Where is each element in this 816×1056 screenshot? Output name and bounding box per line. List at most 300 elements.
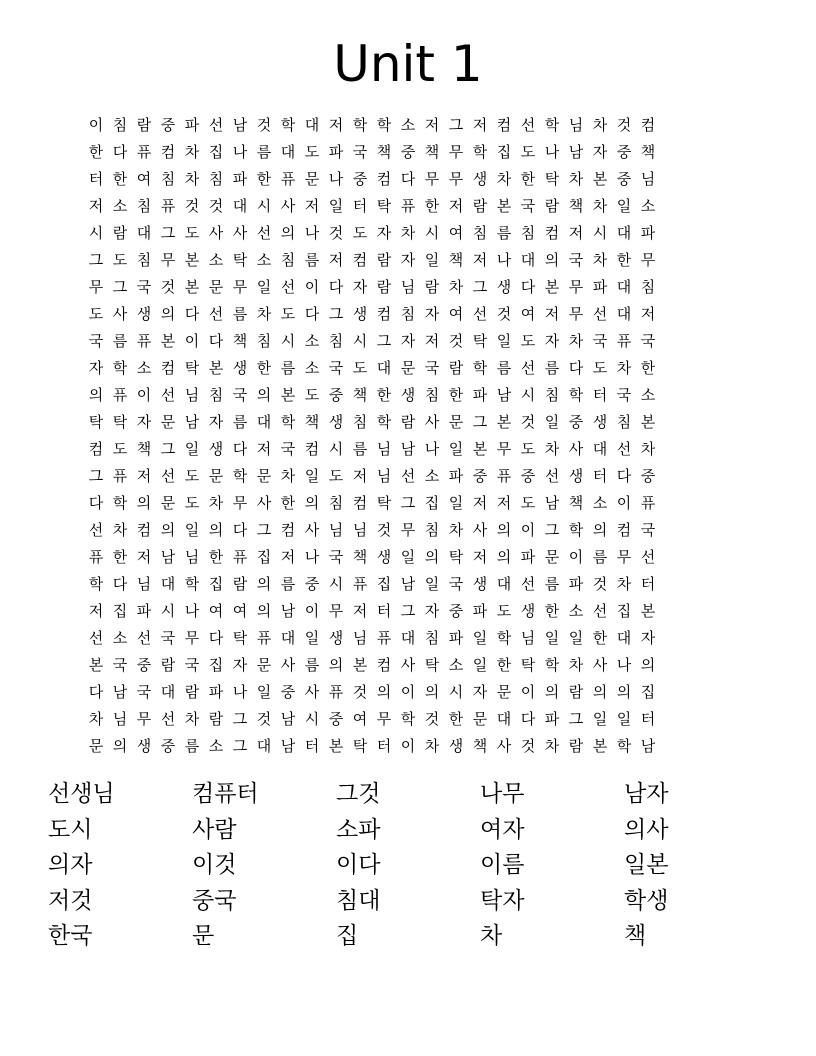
grid-letter: 차 — [568, 656, 584, 674]
grid-letter: 대 — [160, 683, 176, 701]
grid-letter: 파 — [640, 224, 656, 242]
grid-letter: 사 — [256, 494, 272, 512]
grid-letter: 한 — [520, 170, 536, 188]
grid-letter: 차 — [616, 359, 632, 377]
grid-letter: 다 — [616, 467, 632, 485]
grid-letter: 시 — [328, 440, 344, 458]
grid-row — [84, 544, 732, 571]
grid-letter: 님 — [352, 629, 368, 647]
grid-letter: 한 — [88, 143, 104, 161]
word-list-item: 이름 — [480, 852, 525, 878]
grid-letter: 탁 — [232, 251, 248, 269]
grid-letter: 소 — [208, 251, 224, 269]
grid-letter: 저 — [352, 467, 368, 485]
grid-letter: 책 — [568, 197, 584, 215]
grid-letter: 저 — [304, 197, 320, 215]
grid-row — [84, 733, 732, 760]
grid-letter: 생 — [448, 737, 464, 755]
grid-letter: 차 — [256, 305, 272, 323]
grid-letter: 이 — [616, 494, 632, 512]
grid-letter: 한 — [256, 359, 272, 377]
grid-letter: 사 — [304, 683, 320, 701]
grid-letter: 도 — [304, 143, 320, 161]
grid-letter: 저 — [352, 602, 368, 620]
grid-row — [84, 490, 732, 517]
grid-letter: 의 — [616, 683, 632, 701]
grid-letter: 의 — [256, 602, 272, 620]
grid-letter: 름 — [232, 413, 248, 431]
grid-letter: 선 — [136, 629, 152, 647]
grid-letter: 한 — [544, 602, 560, 620]
grid-letter: 퓨 — [400, 197, 416, 215]
grid-letter: 다 — [304, 305, 320, 323]
grid-letter: 저 — [136, 548, 152, 566]
grid-letter: 름 — [280, 359, 296, 377]
grid-letter: 다 — [568, 359, 584, 377]
grid-letter: 대 — [136, 224, 152, 242]
grid-letter: 국 — [328, 359, 344, 377]
grid-letter: 본 — [496, 197, 512, 215]
grid-letter: 것 — [184, 197, 200, 215]
grid-letter: 퓨 — [136, 332, 152, 350]
grid-letter: 이 — [184, 332, 200, 350]
grid-letter: 남 — [232, 116, 248, 134]
grid-letter: 문 — [208, 467, 224, 485]
grid-letter: 다 — [184, 305, 200, 323]
grid-letter: 의 — [592, 683, 608, 701]
grid-letter: 선 — [520, 575, 536, 593]
grid-letter: 컴 — [160, 143, 176, 161]
grid-letter: 남 — [184, 413, 200, 431]
grid-letter: 국 — [568, 251, 584, 269]
grid-letter: 도 — [592, 359, 608, 377]
grid-letter: 한 — [112, 170, 128, 188]
grid-letter: 시 — [304, 710, 320, 728]
grid-letter: 학 — [472, 359, 488, 377]
grid-letter: 소 — [256, 251, 272, 269]
grid-letter: 차 — [400, 224, 416, 242]
word-list-item: 책 — [624, 923, 647, 949]
grid-letter: 남 — [640, 737, 656, 755]
grid-letter: 침 — [520, 224, 536, 242]
grid-letter: 선 — [472, 305, 488, 323]
grid-letter: 중 — [160, 116, 176, 134]
grid-letter: 다 — [520, 278, 536, 296]
grid-letter: 것 — [376, 521, 392, 539]
grid-letter: 자 — [400, 332, 416, 350]
grid-letter: 도 — [112, 440, 128, 458]
word-list-item: 사람 — [192, 816, 237, 843]
grid-letter: 터 — [640, 710, 656, 728]
grid-letter: 의 — [256, 386, 272, 404]
grid-letter: 의 — [304, 494, 320, 512]
grid-letter: 소 — [640, 386, 656, 404]
grid-letter: 무 — [160, 251, 176, 269]
grid-letter: 국 — [352, 143, 368, 161]
grid-letter: 퓨 — [352, 575, 368, 593]
grid-letter: 대 — [160, 575, 176, 593]
grid-row — [84, 301, 732, 328]
grid-letter: 다 — [208, 629, 224, 647]
grid-letter: 님 — [328, 521, 344, 539]
grid-letter: 일 — [256, 683, 272, 701]
grid-letter: 남 — [496, 386, 512, 404]
grid-letter: 의 — [640, 656, 656, 674]
grid-letter: 그 — [472, 413, 488, 431]
grid-letter: 학 — [568, 386, 584, 404]
grid-letter: 이 — [520, 521, 536, 539]
grid-letter: 그 — [160, 224, 176, 242]
grid-letter: 생 — [592, 413, 608, 431]
word-list-item: 도시 — [48, 816, 93, 843]
grid-letter: 무 — [424, 170, 440, 188]
grid-letter: 도 — [184, 494, 200, 512]
grid-letter: 의 — [88, 386, 104, 404]
grid-letter: 한 — [112, 548, 128, 566]
grid-letter: 무 — [448, 143, 464, 161]
grid-letter: 파 — [232, 170, 248, 188]
grid-letter: 침 — [112, 116, 128, 134]
grid-letter: 침 — [208, 170, 224, 188]
grid-letter: 저 — [448, 197, 464, 215]
grid-letter: 중 — [136, 656, 152, 674]
grid-row — [84, 436, 732, 463]
grid-letter: 퓨 — [232, 548, 248, 566]
grid-letter: 여 — [520, 305, 536, 323]
grid-letter: 님 — [640, 170, 656, 188]
grid-letter: 름 — [544, 359, 560, 377]
grid-letter: 것 — [520, 413, 536, 431]
grid-letter: 학 — [544, 656, 560, 674]
grid-letter: 생 — [568, 467, 584, 485]
grid-letter: 그 — [400, 602, 416, 620]
grid-letter: 저 — [256, 440, 272, 458]
grid-letter: 소 — [568, 602, 584, 620]
grid-letter: 저 — [496, 494, 512, 512]
grid-letter: 중 — [400, 143, 416, 161]
grid-row — [84, 328, 732, 355]
grid-letter: 본 — [88, 656, 104, 674]
grid-letter: 선 — [88, 629, 104, 647]
grid-letter: 사 — [304, 521, 320, 539]
grid-letter: 생 — [208, 440, 224, 458]
grid-letter: 침 — [424, 386, 440, 404]
grid-letter: 저 — [544, 305, 560, 323]
grid-letter: 대 — [616, 305, 632, 323]
grid-letter: 선 — [160, 386, 176, 404]
grid-letter: 남 — [280, 602, 296, 620]
grid-letter: 소 — [424, 467, 440, 485]
grid-letter: 선 — [616, 440, 632, 458]
grid-letter: 파 — [592, 278, 608, 296]
grid-letter: 탁 — [184, 359, 200, 377]
word-list-item: 집 — [336, 923, 359, 949]
grid-letter: 침 — [424, 521, 440, 539]
grid-letter: 대 — [256, 413, 272, 431]
grid-letter: 소 — [592, 494, 608, 512]
grid-row — [84, 571, 732, 598]
grid-letter: 파 — [472, 602, 488, 620]
grid-letter: 집 — [208, 143, 224, 161]
grid-letter: 컴 — [616, 521, 632, 539]
grid-row — [84, 247, 732, 274]
grid-letter: 의 — [160, 521, 176, 539]
grid-letter: 차 — [184, 170, 200, 188]
grid-letter: 일 — [184, 440, 200, 458]
grid-letter: 퓨 — [256, 629, 272, 647]
grid-letter: 저 — [568, 224, 584, 242]
grid-letter: 국 — [328, 548, 344, 566]
grid-letter: 선 — [520, 116, 536, 134]
grid-letter: 일 — [256, 278, 272, 296]
grid-letter: 이 — [520, 683, 536, 701]
grid-letter: 본 — [280, 386, 296, 404]
grid-letter: 저 — [328, 116, 344, 134]
grid-letter: 시 — [256, 197, 272, 215]
grid-letter: 집 — [640, 683, 656, 701]
grid-letter: 차 — [640, 440, 656, 458]
grid-letter: 차 — [544, 737, 560, 755]
grid-letter: 차 — [592, 197, 608, 215]
grid-letter: 학 — [616, 737, 632, 755]
grid-letter: 름 — [304, 656, 320, 674]
grid-letter: 탁 — [112, 413, 128, 431]
grid-letter: 름 — [352, 440, 368, 458]
grid-letter: 소 — [136, 359, 152, 377]
grid-letter: 대 — [400, 629, 416, 647]
grid-letter: 한 — [424, 197, 440, 215]
grid-letter: 국 — [520, 197, 536, 215]
grid-letter: 집 — [616, 602, 632, 620]
grid-letter: 국 — [280, 440, 296, 458]
grid-letter: 무 — [136, 710, 152, 728]
grid-letter: 다 — [400, 170, 416, 188]
grid-letter: 이 — [304, 278, 320, 296]
grid-letter: 컴 — [352, 251, 368, 269]
grid-letter: 퓨 — [616, 332, 632, 350]
grid-letter: 람 — [448, 359, 464, 377]
grid-letter: 름 — [304, 251, 320, 269]
grid-letter: 다 — [112, 143, 128, 161]
grid-letter: 차 — [616, 575, 632, 593]
grid-letter: 탁 — [376, 197, 392, 215]
grid-letter: 국 — [160, 629, 176, 647]
grid-letter: 컴 — [160, 359, 176, 377]
grid-letter: 저 — [472, 548, 488, 566]
grid-letter: 무 — [496, 440, 512, 458]
grid-letter: 학 — [88, 575, 104, 593]
grid-letter: 대 — [616, 629, 632, 647]
grid-letter: 람 — [232, 575, 248, 593]
grid-letter: 중 — [160, 737, 176, 755]
grid-letter: 국 — [616, 386, 632, 404]
word-list-item: 문 — [192, 923, 215, 949]
word-list — [48, 777, 768, 955]
word-list-item: 학생 — [624, 887, 669, 914]
grid-letter: 저 — [136, 467, 152, 485]
grid-letter: 일 — [448, 494, 464, 512]
grid-letter: 컴 — [376, 170, 392, 188]
grid-letter: 사 — [280, 197, 296, 215]
grid-letter: 것 — [520, 737, 536, 755]
grid-letter: 퓨 — [376, 629, 392, 647]
grid-letter: 침 — [400, 305, 416, 323]
grid-letter: 생 — [328, 629, 344, 647]
grid-letter: 의 — [496, 521, 512, 539]
grid-letter: 여 — [232, 602, 248, 620]
grid-letter: 나 — [496, 251, 512, 269]
grid-letter: 사 — [280, 656, 296, 674]
grid-letter: 침 — [136, 197, 152, 215]
grid-letter: 님 — [136, 575, 152, 593]
grid-letter: 본 — [496, 413, 512, 431]
grid-letter: 학 — [184, 575, 200, 593]
grid-letter: 탁 — [544, 170, 560, 188]
grid-letter: 생 — [136, 737, 152, 755]
grid-letter: 본 — [592, 170, 608, 188]
grid-letter: 침 — [616, 413, 632, 431]
word-list-item: 그것 — [336, 781, 381, 807]
grid-letter: 차 — [208, 494, 224, 512]
grid-letter: 저 — [328, 251, 344, 269]
grid-letter: 집 — [208, 656, 224, 674]
grid-letter: 저 — [640, 305, 656, 323]
grid-letter: 문 — [304, 170, 320, 188]
grid-letter: 차 — [448, 521, 464, 539]
grid-letter: 학 — [568, 521, 584, 539]
grid-letter: 님 — [184, 548, 200, 566]
grid-letter: 남 — [568, 143, 584, 161]
grid-letter: 한 — [448, 710, 464, 728]
grid-row — [84, 679, 732, 706]
grid-letter: 일 — [304, 467, 320, 485]
grid-letter: 무 — [376, 710, 392, 728]
word-list-item: 여자 — [480, 816, 525, 843]
grid-letter: 터 — [640, 575, 656, 593]
grid-letter: 의 — [280, 224, 296, 242]
grid-letter: 국 — [592, 332, 608, 350]
word-list-item: 저것 — [48, 887, 93, 914]
grid-letter: 본 — [544, 278, 560, 296]
word-list-item: 일본 — [624, 852, 669, 878]
grid-letter: 터 — [352, 197, 368, 215]
grid-letter: 남 — [160, 548, 176, 566]
grid-letter: 저 — [472, 116, 488, 134]
grid-letter: 자 — [424, 305, 440, 323]
grid-letter: 무 — [400, 521, 416, 539]
grid-row — [84, 112, 732, 139]
grid-letter: 대 — [280, 629, 296, 647]
grid-letter: 학 — [400, 710, 416, 728]
grid-letter: 그 — [544, 521, 560, 539]
grid-letter: 생 — [520, 602, 536, 620]
grid-letter: 저 — [88, 602, 104, 620]
grid-letter: 책 — [304, 413, 320, 431]
grid-letter: 학 — [112, 494, 128, 512]
grid-letter: 파 — [448, 629, 464, 647]
grid-letter: 것 — [208, 197, 224, 215]
grid-letter: 한 — [280, 494, 296, 512]
grid-letter: 님 — [376, 440, 392, 458]
grid-letter: 자 — [136, 413, 152, 431]
grid-letter: 중 — [616, 143, 632, 161]
grid-letter: 터 — [376, 602, 392, 620]
grid-letter: 남 — [112, 683, 128, 701]
grid-letter: 책 — [352, 386, 368, 404]
grid-letter: 국 — [448, 575, 464, 593]
grid-letter: 국 — [136, 278, 152, 296]
grid-letter: 생 — [136, 305, 152, 323]
grid-letter: 차 — [112, 521, 128, 539]
grid-letter: 본 — [328, 737, 344, 755]
grid-letter: 의 — [376, 683, 392, 701]
grid-letter: 의 — [544, 683, 560, 701]
grid-letter: 국 — [88, 332, 104, 350]
grid-letter: 본 — [160, 332, 176, 350]
grid-letter: 람 — [208, 710, 224, 728]
grid-letter: 생 — [400, 386, 416, 404]
grid-letter: 님 — [112, 710, 128, 728]
grid-letter: 의 — [136, 494, 152, 512]
grid-letter: 시 — [280, 332, 296, 350]
grid-letter: 남 — [544, 494, 560, 512]
grid-letter: 름 — [280, 575, 296, 593]
grid-letter: 컴 — [136, 521, 152, 539]
grid-letter: 중 — [448, 602, 464, 620]
grid-letter: 탁 — [88, 413, 104, 431]
grid-letter: 소 — [640, 197, 656, 215]
grid-letter: 침 — [280, 251, 296, 269]
grid-letter: 무 — [232, 494, 248, 512]
grid-letter: 책 — [136, 440, 152, 458]
grid-letter: 터 — [304, 737, 320, 755]
grid-row — [84, 598, 732, 625]
grid-letter: 중 — [616, 170, 632, 188]
grid-letter: 중 — [640, 467, 656, 485]
grid-letter: 대 — [520, 251, 536, 269]
grid-letter: 차 — [88, 710, 104, 728]
grid-letter: 자 — [400, 251, 416, 269]
grid-letter: 나 — [304, 548, 320, 566]
grid-letter: 그 — [400, 494, 416, 512]
grid-letter: 문 — [448, 413, 464, 431]
grid-letter: 자 — [592, 143, 608, 161]
grid-letter: 생 — [352, 305, 368, 323]
grid-letter: 저 — [424, 332, 440, 350]
grid-letter: 나 — [616, 656, 632, 674]
grid-letter: 퓨 — [280, 170, 296, 188]
grid-letter: 일 — [616, 710, 632, 728]
grid-letter: 집 — [496, 143, 512, 161]
grid-row — [84, 409, 732, 436]
grid-letter: 그 — [472, 278, 488, 296]
grid-letter: 학 — [280, 413, 296, 431]
grid-letter: 책 — [568, 494, 584, 512]
grid-row — [84, 355, 732, 382]
grid-letter: 대 — [616, 278, 632, 296]
grid-letter: 대 — [256, 737, 272, 755]
grid-letter: 시 — [88, 224, 104, 242]
grid-letter: 문 — [208, 278, 224, 296]
word-list-item: 중국 — [192, 887, 237, 914]
grid-letter: 한 — [376, 386, 392, 404]
grid-letter: 차 — [496, 170, 512, 188]
grid-letter: 저 — [424, 116, 440, 134]
grid-row — [84, 220, 732, 247]
grid-letter: 저 — [88, 197, 104, 215]
grid-letter: 학 — [352, 116, 368, 134]
grid-letter: 본 — [208, 359, 224, 377]
